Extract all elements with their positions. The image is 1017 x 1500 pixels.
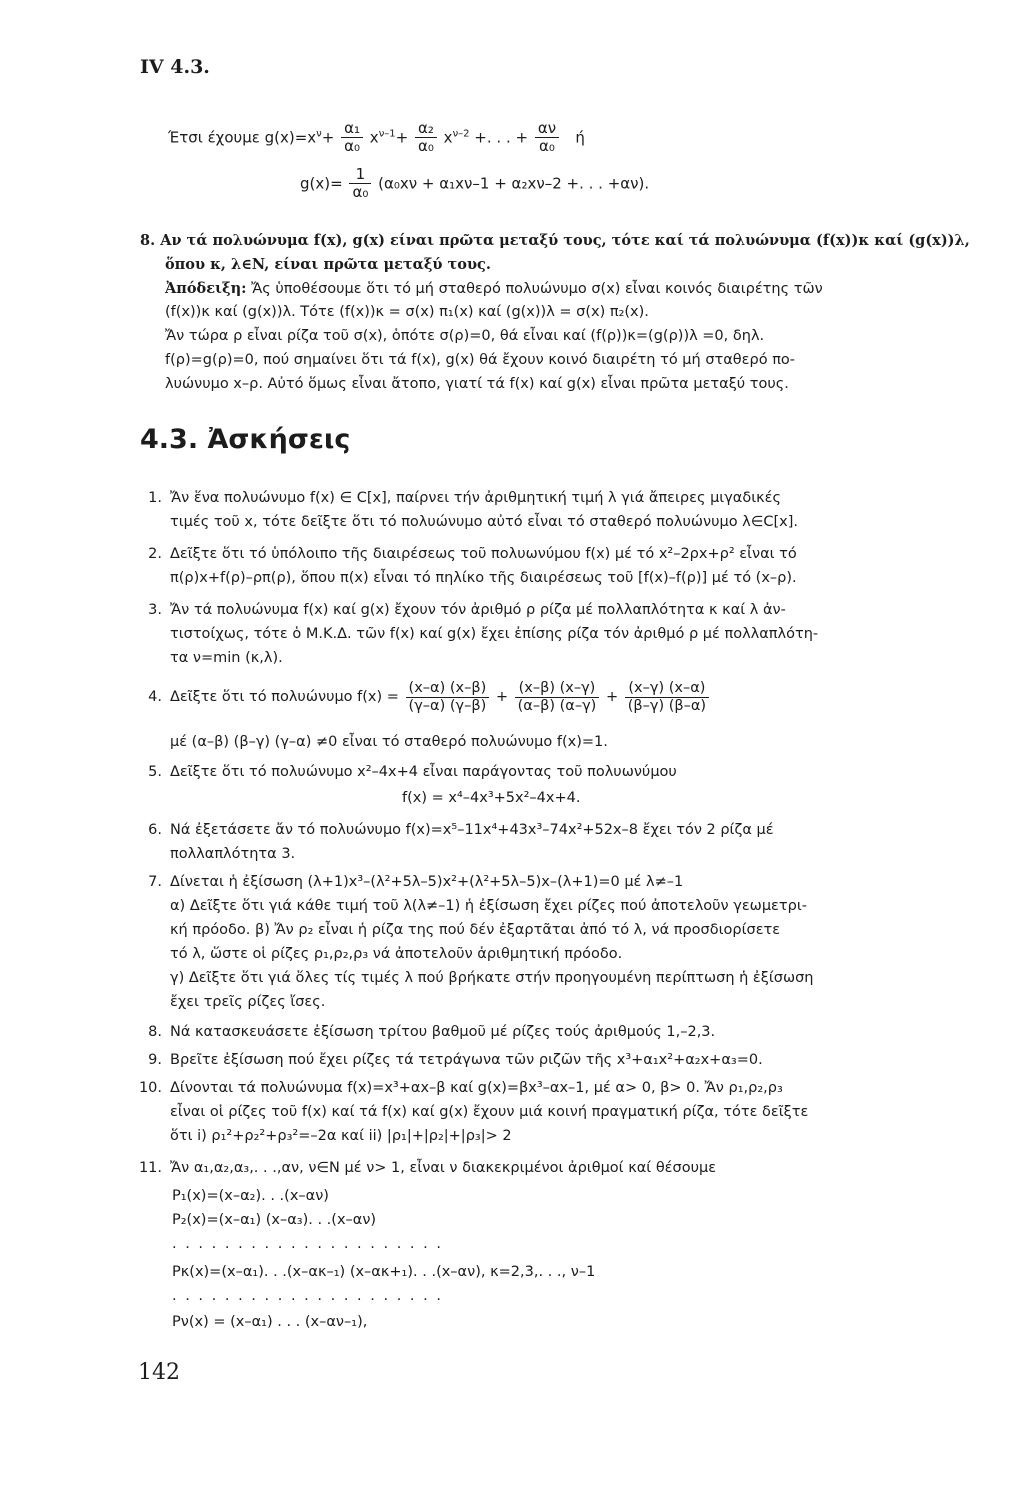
exercise-4-line1 <box>134 680 711 714</box>
exercise-1-line1 <box>134 490 781 506</box>
frac-den: (β–γ) (β–α) <box>627 697 707 714</box>
plus-sign: + <box>605 689 619 706</box>
fraction-a2-a0 <box>415 120 437 156</box>
proof-line1 <box>165 280 823 297</box>
exp-nu: ν <box>316 128 322 140</box>
exercise-2-line2: π(ρ)x+f(ρ)–ρπ(ρ), ὅπου π(x) εἶναι τό πηλίκο τῆς διαιρέσεως τοῦ [f(x)–f(ρ)] μέ τό (x–ρ). <box>170 570 797 586</box>
fraction-a1-a0 <box>341 120 363 156</box>
or-word: ή <box>575 128 585 147</box>
proof-line4: f(ρ)=g(ρ)=0, πού σημαίνει ὅτι τά f(x), g(x) θά ἔχουν κοινό διαιρέτη τό μή σταθερό πο- <box>165 352 796 368</box>
rhs: (α₀xν + α₁xν–1 + α₂xν–2 +. . . +αν). <box>378 174 650 193</box>
exercise-10-line2: εἶναι οἱ ρίζες τοῦ f(x) καί τά f(x) καί g(x) ἔχουν μιά κοινή πραγματική ρίζα, τότε δεῖξτε <box>170 1104 809 1120</box>
frac-num: α₂ <box>415 120 437 138</box>
exercise-number: 5. <box>148 764 162 780</box>
exercise-number: 4. <box>148 689 162 706</box>
exercise-text: Δίνεται ἡ ἐξίσωση (λ+1)x³–(λ²+5λ–5)x²+(λ²+5λ–5)x–(λ+1)=0 μέ λ≠–1 <box>170 874 684 890</box>
frac-den: α₀ <box>417 137 434 156</box>
frac-num: (x–γ) (x–α) <box>625 680 709 698</box>
exercise-number: 6. <box>148 822 162 838</box>
section-title: 4.3. Ἀσκήσεις <box>140 424 351 455</box>
frac-den: α₀ <box>539 137 555 156</box>
exercise-7-line4: τό λ, ὥστε οἱ ρίζες ρ₁,ρ₂,ρ₃ νά ἀποτελοῦν ἀριθμητική πρόοδο. <box>170 946 623 962</box>
exercise-10-line1 <box>134 1080 783 1096</box>
exercise-11-p2: P₂(x)=(x–α₁) (x–α₃). . .(x–αν) <box>172 1212 377 1228</box>
plus-sign: + <box>495 689 509 706</box>
exercise-number: 10. <box>138 1080 162 1096</box>
exercise-text: Δεῖξτε ὅτι τό πολυώνυμο f(x) = <box>170 689 399 706</box>
intro-prefix: Έτσι έχουμε g(x)=x <box>168 128 317 147</box>
exp-nu-minus-2: ν–2 <box>452 128 470 140</box>
exercise-number: 1. <box>148 490 162 506</box>
exercise-text: Δίνονται τά πολυώνυμα f(x)=x³+αx–β καί g(x)=βx³–αx–1, μέ α> 0, β> 0. Ἄν ρ₁,ρ₂,ρ₃ <box>170 1080 783 1096</box>
exercise-text: Ἄν α₁,α₂,α₃,. . .,αν, ν∈N μέ ν> 1, εἶναι ν διακεκριμένοι ἀριθμοί καί θέσουμε <box>170 1160 717 1176</box>
frac-num: αν <box>535 120 559 138</box>
exercise-6-line2: πολλαπλότητα 3. <box>170 846 296 862</box>
page-number: 142 <box>138 1360 180 1385</box>
proof-label: Ἀπόδειξη: <box>165 280 247 297</box>
frac-num: (x–α) (x–β) <box>406 680 490 698</box>
exercise-number: 9. <box>148 1052 162 1068</box>
exercise-11-dots1: . . . . . . . . . . . . . . . . . . . . . <box>172 1236 443 1252</box>
chapter-section-label: IV 4.3. <box>140 56 210 78</box>
exercise-8-line1 <box>134 1024 715 1040</box>
exercise-7-line6: ἔχει τρεῖς ρίζες ἴσες. <box>170 994 326 1010</box>
term-x: x <box>369 128 379 147</box>
exercise-text: Ἄν τά πολυώνυμα f(x) καί g(x) ἔχουν τόν ἀριθμό ρ ρίζα μέ πολλαπλότητα κ καί λ ἀν- <box>170 602 786 618</box>
proof-line5: λυώνυμο x–ρ. Αὐτό ὅμως εἶναι ἄτοπο, γιατί τά f(x) καί g(x) εἶναι πρῶτα μεταξύ τους. <box>165 376 789 392</box>
exercise-1-line2: τιμές τοῦ x, τότε δεῖξτε ὅτι τό πολυώνυμο αὐτό εἶναι τό σταθερό πολυώνυμο λ∈C[x]. <box>170 514 799 530</box>
exercise-number: 2. <box>148 546 162 562</box>
exercise-number: 11. <box>138 1160 162 1176</box>
frac-den: (γ–α) (γ–β) <box>408 697 487 714</box>
frac-num: 1 <box>349 166 371 184</box>
exercise-3-line3: τα ν=min (κ,λ). <box>170 650 283 666</box>
term-x: x <box>443 128 453 147</box>
exercise-11-dots2: . . . . . . . . . . . . . . . . . . . . . <box>172 1288 443 1304</box>
exercise-text: Βρεῖτε ἐξίσωση πού ἔχει ρίζες τά τετράγωνα τῶν ριζῶν τῆς x³+α₁x²+α₂x+α₃=0. <box>170 1052 763 1068</box>
exercise-11-pk: Pκ(x)=(x–α₁). . .(x–ακ–₁) (x–ακ+₁). . .(x–αν), κ=2,3,. . ., ν–1 <box>172 1264 596 1280</box>
exercise-5-line1 <box>134 764 677 780</box>
exercise-7-line5: γ) Δεῖξτε ὅτι γιά ὅλες τίς τιμές λ πού βρήκατε στήν προηγουμένη περίπτωση ἡ ἐξίσωση <box>170 970 814 986</box>
exercise-6-line1 <box>134 822 774 838</box>
exercise-11-pv: Pν(x) = (x–α₁) . . . (x–αν–₁), <box>172 1314 368 1330</box>
exercise-7-line3: κή πρόοδο. β) Ἄν ρ₂ εἶναι ἡ ρίζα της πού δέν ἐξαρτᾶται ἀπό τό λ, νά προσδιορίσετε <box>170 922 781 938</box>
fraction-term-3 <box>625 680 709 714</box>
frac-num: (x–β) (x–γ) <box>515 680 600 698</box>
frac-num: α₁ <box>341 120 363 138</box>
proof-line3: Ἄν τώρα ρ εἶναι ρίζα τοῦ σ(x), ὁπότε σ(ρ)=0, θά εἶναι καί (f(ρ))κ=(g(ρ))λ =0, δηλ. <box>165 328 765 344</box>
plus-dots: +. . . + <box>474 128 529 147</box>
exercise-number: 3. <box>148 602 162 618</box>
fraction-one-a0 <box>349 166 371 202</box>
exercise-3-line1 <box>134 602 786 618</box>
theorem-number: 8. <box>140 232 156 249</box>
theorem-8-line1 <box>140 232 970 249</box>
exercise-text: Δεῖξτε ὅτι τό ὑπόλοιπο τῆς διαιρέσεως τοῦ πολυωνύμου f(x) μέ τό x²–2ρx+ρ² εἶναι τό <box>170 546 797 562</box>
exercise-11-p1: P₁(x)=(x–α₂). . .(x–αν) <box>172 1188 329 1204</box>
proof-text: Ἄς ὑποθέσουμε ὅτι τό μή σταθερό πολυώνυμο σ(x) εἶναι κοινός διαιρέτης τῶν <box>251 281 823 297</box>
exercise-11-line1 <box>134 1160 716 1176</box>
exercise-4-line2: μέ (α–β) (β–γ) (γ–α) ≠0 εἶναι τό σταθερό πολυώνυμο f(x)=1. <box>170 734 608 750</box>
fraction-term-2 <box>515 680 600 714</box>
intro-equation-line2 <box>300 166 649 202</box>
exercise-9-line1 <box>134 1052 763 1068</box>
lhs: g(x)= <box>300 174 343 193</box>
fraction-term-1 <box>406 680 490 714</box>
exercise-2-line1 <box>134 546 797 562</box>
exercise-number: 7. <box>148 874 162 890</box>
exercise-7-line2: α) Δεῖξτε ὅτι γιά κάθε τιμή τοῦ λ(λ≠–1) ἡ ἐξίσωση ἔχει ρίζες πού ἀποτελοῦν γεωμετρι- <box>170 898 807 914</box>
fraction-av-a0 <box>535 120 559 156</box>
theorem-text: Αν τά πολυώνυμα f(x), g(x) είναι πρῶτα μεταξύ τους, τότε καί τά πολυώνυμα (f(x))κ καί (g(x))λ, <box>160 232 970 249</box>
frac-den: α₀ <box>352 183 369 202</box>
exercise-text: Νά ἐξετάσετε ἄν τό πολυώνυμο f(x)=x⁵–11x⁴+43x³–74x²+52x–8 ἔχει τόν 2 ρίζα μέ <box>170 822 774 838</box>
theorem-8-line2: ὅπου κ, λ∈N, είναι πρῶτα μεταξύ τους. <box>165 256 491 273</box>
frac-den: (α–β) (α–γ) <box>517 697 597 714</box>
exercise-number: 8. <box>148 1024 162 1040</box>
exercise-3-line2: τιστοίχως, τότε ὁ Μ.Κ.Δ. τῶν f(x) καί g(x) ἔχει ἐπίσης ρίζα τόν ἀριθμό ρ μέ πολλαπλότη- <box>170 626 819 642</box>
exercise-text: Ἄν ἕνα πολυώνυμο f(x) ∈ C[x], παίρνει τήν ἀριθμητική τιμή λ γιά ἄπειρες μιγαδικές <box>170 490 782 506</box>
exercise-text: Δεῖξτε ὅτι τό πολυώνυμο x²–4x+4 εἶναι παράγοντας τοῦ πολυωνύμου <box>170 764 677 780</box>
exercise-5-line2: f(x) = x⁴–4x³+5x²–4x+4. <box>402 790 581 806</box>
exercise-text: Νά κατασκευάσετε ἐξίσωση τρίτου βαθμοῦ μέ ρίζες τούς ἀριθμούς 1,–2,3. <box>170 1024 716 1040</box>
exp-nu-minus-1: ν–1 <box>378 128 396 140</box>
frac-den: α₀ <box>344 137 361 156</box>
proof-line2: (f(x))κ καί (g(x))λ. Τότε (f(x))κ = σ(x) π₁(x) καί (g(x))λ = σ(x) π₂(x). <box>165 304 649 320</box>
intro-equation-line1: Έτσι έχουμε $g(x)=x^\nu+$ $\frac{\text{α₁}}{\text{α₀}}$ $x^{\nu-1}+$ $\frac{\text{α₂}}{\text{α₀}}$ $x^{\nu-2}$ +. . . + $\frac{\alpha\nu}{\text{α₀}}$ ή <box>168 119 585 156</box>
exercise-7-line1 <box>134 874 683 890</box>
exercise-10-line3: ὅτι i) ρ₁²+ρ₂²+ρ₃²=–2α καί ii) |ρ₁|+|ρ₂|+|ρ₃|> 2 <box>170 1128 512 1144</box>
